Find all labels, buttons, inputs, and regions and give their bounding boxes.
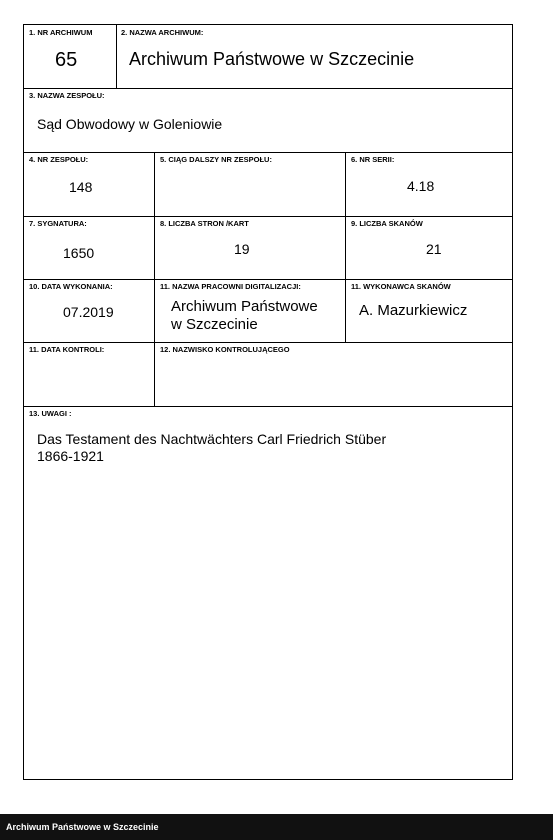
liczba-skanow-label: 9. LICZBA SKANÓW — [351, 219, 423, 228]
pracownia-label: 11. NAZWA PRACOWNI DIGITALIZACJI: — [160, 282, 301, 291]
uwagi-label: 13. UWAGI : — [29, 409, 72, 418]
column-divider — [116, 25, 117, 88]
sygnatura-value: 1650 — [63, 245, 95, 261]
liczba-stron-label: 8. LICZBA STRON /KART — [160, 219, 249, 228]
wykonawca-value: A. Mazurkiewicz — [359, 302, 468, 319]
sygnatura-label: 7. SYGNATURA: — [29, 219, 87, 228]
uwagi-line: 1866-1921 — [37, 448, 104, 464]
row-divider — [24, 216, 512, 217]
row-divider — [24, 152, 512, 153]
data-wykonania-label: 10. DATA WYKONANIA: — [29, 282, 113, 291]
ciag-dalszy-label: 5. CIĄG DALSZY NR ZESPOŁU: — [160, 155, 272, 164]
nr-archiwum-label: 1. NR ARCHIWUM — [29, 28, 93, 37]
footer-text: Archiwum Państwowe w Szczecinie — [6, 822, 159, 832]
nr-zespolu-label: 4. NR ZESPOŁU: — [29, 155, 89, 164]
nr-serii-label: 6. NR SERII: — [351, 155, 395, 164]
nazwa-zespolu-label: 3. NAZWA ZESPOŁU: — [29, 91, 105, 100]
nazwisko-kontrolujacego-label: 12. NAZWISKO KONTROLUJĄCEGO — [160, 345, 290, 354]
row-divider — [24, 342, 512, 343]
nazwa-archiwum-label: 2. NAZWA ARCHIWUM: — [121, 28, 204, 37]
nr-serii-value: 4.18 — [407, 178, 435, 194]
wykonawca-label: 11. WYKONAWCA SKANÓW — [351, 282, 451, 291]
liczba-skanow-value: 21 — [426, 241, 442, 257]
row-divider — [24, 279, 512, 280]
pracownia-line: w Szczecinie — [171, 316, 258, 333]
nazwa-archiwum-value: Archiwum Państwowe w Szczecinie — [129, 49, 415, 69]
data-kontroli-label: 11. DATA KONTROLI: — [29, 345, 105, 354]
row-divider — [24, 406, 512, 407]
pracownia-value — [171, 298, 318, 334]
nr-zespolu-value: 148 — [69, 179, 93, 195]
pracownia-line: Archiwum Państwowe — [171, 298, 318, 315]
column-divider — [345, 152, 346, 342]
liczba-stron-value: 19 — [234, 241, 250, 257]
row-divider — [24, 88, 512, 89]
uwagi-value — [37, 431, 386, 465]
archive-metadata-form — [23, 24, 513, 780]
data-wykonania-value: 07.2019 — [63, 304, 114, 320]
footer-bar — [0, 814, 553, 840]
column-divider — [154, 152, 155, 406]
nr-archiwum-value: 65 — [55, 49, 78, 71]
uwagi-line: Das Testament des Nachtwächters Carl Friedrich Stüber — [37, 431, 387, 447]
nazwa-zespolu-value: Sąd Obwodowy w Goleniowie — [37, 116, 223, 132]
